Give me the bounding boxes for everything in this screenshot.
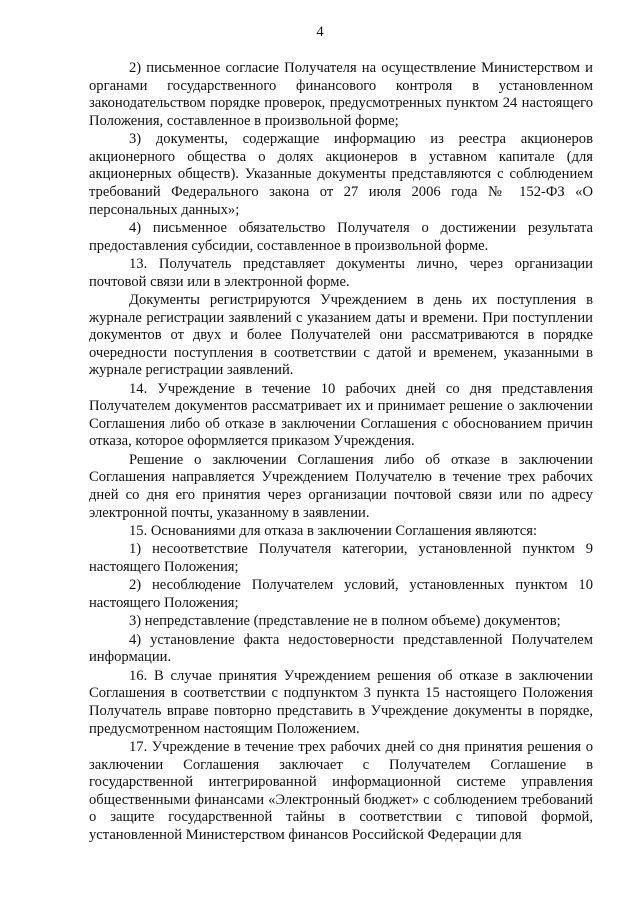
paragraph-decision-notice: Решение о заключении Соглашения либо об отказе в заключении Соглашения направляется Учреждением Получателю в течение трех рабочих дней со дня его принятия через организации почтовой связи или по адресу электронной почты, указанному в заявлении.	[89, 451, 593, 521]
paragraph-16: 16. В случае принятия Учреждением решения об отказе в заключении Соглашения в соответствии с подпунктом 3 пункта 15 настоящего Положения Получатель вправе повторно представить в Учреждение документы в порядке, предусмотренном настоящим Положением.	[89, 667, 593, 737]
paragraph-registration: Документы регистрируются Учреждением в день их поступления в журнале регистрации заявлений с указанием даты и времени. При поступлении документов от двух и более Получателей они рассматриваются в порядке очередности поступления в соответствии с датой и временем, указанными в журнале регистрации заявлений.	[89, 291, 593, 379]
paragraph-obligation: 4) письменное обязательство Получателя о достижении результата предоставления субсидии, составленное в произвольной форме.	[89, 219, 593, 254]
paragraph-14: 14. Учреждение в течение 10 рабочих дней со дня представления Получателем документов рассматривает их и принимает решение о заключении Соглашения либо об отказе в заключении Соглашения с обоснованием причин отказа, которое оформляется приказом Учреждения.	[89, 380, 593, 450]
paragraph-consent: 2) письменное согласие Получателя на осуществление Министерством и органами государственного финансового контроля в установленном законодательством порядке проверок, предусмотренных пунктом 24 настоящего Положения, составленное в произвольной форме;	[89, 60, 593, 129]
page-number: 4	[316, 24, 324, 40]
paragraph-17: 17. Учреждение в течение трех рабочих дней со дня принятия решения о заключении Соглашения заключает с Получателем Соглашение в государственной интегрированной информационной системе управления общественными финансами «Электронный бюджет» с соблюдением требований о защите государственной тайны в соответствии с типовой формой, установленной Министерством финансов Российской Федерации для	[89, 738, 593, 843]
paragraph-shareholder-registry: 3) документы, содержащие информацию из реестра акционеров акционерного общества о долях акционеров в уставном капитале (для акционерных обществ). Указанные документы представляются с соблюдением требований Федерального закона от 27 июля 2006 года № 152-ФЗ «О персональных данных»;	[89, 131, 593, 218]
paragraph-15-4: 4) установление факта недостоверности представленной Получателем информации.	[89, 631, 593, 666]
paragraph-15-3: 3) непредставление (представление не в полном объеме) документов;	[129, 613, 561, 630]
paragraph-13: 13. Получатель представляет документы лично, через организации почтовой связи или в электронной форме.	[89, 255, 593, 290]
paragraph-15-1: 1) несоответствие Получателя категории, установленной пунктом 9 настоящего Положения;	[89, 541, 593, 575]
document-body	[89, 60, 593, 845]
paragraph-15: 15. Основаниями для отказа в заключении Соглашения являются:	[129, 523, 538, 540]
paragraph-15-2: 2) несоблюдение Получателем условий, установленных пунктом 10 настоящего Положения;	[89, 577, 593, 611]
